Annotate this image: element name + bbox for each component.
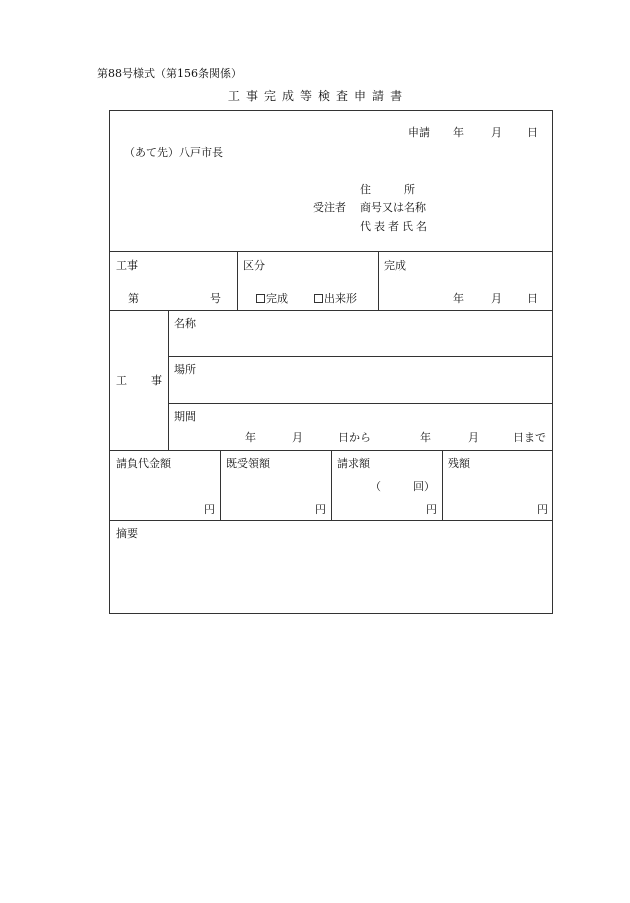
period-to-day: 日まで: [513, 431, 546, 444]
completion-month: 月: [491, 292, 502, 305]
title-char: 査: [336, 89, 349, 103]
column-divider: [442, 450, 443, 520]
period-from-day: 日から: [338, 431, 371, 444]
column-divider: [331, 450, 332, 520]
column-divider: [378, 251, 379, 310]
received-amount-label: 既受領額: [226, 457, 270, 470]
completion-year: 年: [453, 292, 464, 305]
construction-side-label: 工: [116, 374, 127, 387]
completion-label: 完成: [384, 259, 406, 272]
title-char: 等: [299, 89, 312, 103]
column-divider: [168, 310, 169, 450]
form-title: [0, 90, 630, 102]
remaining-amount-yen: 円: [537, 503, 548, 516]
title-char: 事: [245, 89, 258, 103]
recipient: （あて先）八戸市長: [124, 146, 223, 159]
title-char: 成: [281, 89, 294, 103]
column-divider: [237, 251, 238, 310]
title-char: 工: [227, 89, 240, 103]
checkbox-partial-label: 出来形: [324, 292, 357, 305]
applied-year: 年: [453, 126, 464, 139]
period-to-year: 年: [420, 431, 431, 444]
contract-amount-label: 請負代金額: [116, 457, 171, 470]
checkbox-partial[interactable]: [314, 294, 323, 303]
category-option-partial[interactable]: [314, 293, 357, 304]
construction-side-label: 事: [151, 374, 162, 387]
row-divider: [110, 310, 553, 311]
construction-number-suffix: 号: [210, 292, 221, 305]
title-char: 検: [318, 89, 331, 103]
claim-amount-yen: 円: [426, 503, 437, 516]
row-divider: [110, 520, 553, 521]
applied-label: 申請: [408, 126, 430, 139]
period-from-month: 月: [292, 431, 303, 444]
construction-number-prefix: 第: [128, 292, 139, 305]
contract-amount-yen: 円: [204, 503, 215, 516]
received-amount-yen: 円: [315, 503, 326, 516]
period-to-month: 月: [468, 431, 479, 444]
construction-name-label: 名称: [174, 317, 196, 330]
form-number: 第88号様式（第156条関係）: [97, 67, 242, 80]
category-option-complete[interactable]: [256, 293, 288, 304]
period-from-year: 年: [245, 431, 256, 444]
completion-day: 日: [527, 292, 538, 305]
address-label: 住 所: [360, 183, 415, 196]
construction-period-label: 期間: [174, 410, 196, 423]
title-char: 完: [263, 89, 276, 103]
claim-count-close: 回）: [413, 480, 435, 493]
row-divider: [110, 251, 553, 252]
title-char: 請: [372, 89, 385, 103]
category-label: 区分: [243, 259, 265, 272]
representative-label: 代表者氏名: [360, 220, 430, 233]
row-divider: [168, 403, 553, 404]
application-form-table: [109, 110, 553, 614]
column-divider: [220, 450, 221, 520]
claim-amount-label: 請求額: [337, 457, 370, 470]
checkbox-complete-label: 完成: [266, 292, 288, 305]
checkbox-complete[interactable]: [256, 294, 265, 303]
title-char: 書: [390, 89, 403, 103]
company-name-label: 商号又は名称: [360, 201, 426, 214]
remaining-amount-label: 残額: [448, 457, 470, 470]
construction-place-label: 場所: [174, 363, 196, 376]
applied-day: 日: [527, 126, 538, 139]
applied-month: 月: [491, 126, 502, 139]
construction-number-label: 工事: [116, 259, 138, 272]
claim-count-open: （: [370, 480, 381, 493]
contractor-label: 受注者: [313, 201, 346, 214]
summary-label: 摘要: [116, 527, 138, 540]
title-char: 申: [354, 89, 367, 103]
row-divider: [168, 356, 553, 357]
